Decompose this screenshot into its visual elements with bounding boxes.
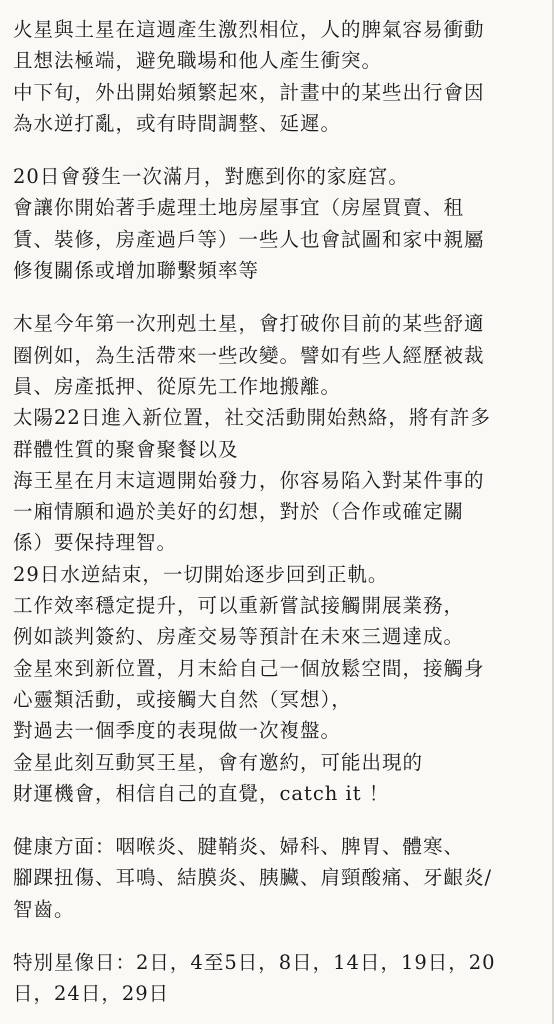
text-line: 火星與土星在這週產生激烈相位，人的脾氣容易衝動 (13, 18, 485, 41)
paragraph-jupiter-saturn (13, 308, 544, 809)
text-line: 財運機會，相信自己的直覺，catch it ！ (13, 781, 390, 805)
text-line: 太陽22日進入新位置，社交活動開始熱絡，將有許多 (13, 406, 491, 430)
text-line: 一廂情願和過於美好的幻想，對於（合作或確定關 (13, 500, 465, 524)
text-line: 特別星像日：2日，4至5日，8日，14日，19日，20 (13, 951, 496, 975)
text-line: 且想法極端，避免職場和他人產生衝突。 (13, 49, 383, 73)
text-line: 圈例如，為生活帶來一些改變。譬如有些人經歷被裁 (13, 343, 485, 367)
text-line: 腳踝扭傷、耳鳴、結膜炎、胰臟、肩頸酸痛、牙齦炎/ (13, 866, 493, 890)
text-line: 日，24日，29日 (13, 982, 170, 1006)
paragraph-health (13, 831, 544, 925)
text-line: 智齒。 (13, 897, 75, 921)
text-line: 心靈類活動，或接觸大自然（冥想）， (13, 687, 352, 711)
text-line: 係）要保持理智。 (13, 531, 178, 555)
text-line: 群體性質的聚會聚餐以及 (13, 437, 239, 461)
text-line: 員、房產抵押、從原先工作地搬離。 (13, 374, 342, 398)
text-line: 海王星在月末這週開始發力，你容易陷入對某件事的 (13, 468, 485, 492)
text-line: 會讓你開始著手處理土地房屋事宜（房屋買賣、租 (13, 196, 465, 220)
text-line: 健康方面：咽喉炎、腱鞘炎、婦科、脾胃、體寒、 (13, 835, 465, 859)
text-line: 工作效率穩定提升，可以重新嘗試接觸開展業務， (13, 594, 465, 618)
text-line: 金星此刻互動冥王星，會有邀約，可能出現的 (13, 750, 424, 774)
paragraph-mars-saturn (13, 14, 544, 139)
text-line: 木星今年第一次刑剋土星，會打破你目前的某些舒適 (13, 312, 485, 336)
text-line: 金星來到新位置，月末給自己一個放鬆空間，接觸身 (13, 656, 485, 680)
text-line: 為水逆打亂，或有時間調整、延遲。 (13, 111, 342, 135)
text-line: 例如談判簽約、房產交易等預計在未來三週達成。 (13, 625, 465, 649)
text-line: 對過去一個季度的表現做一次複盤。 (13, 719, 342, 743)
text-line: 20日會發生一次滿月，對應到你的家庭宮。 (13, 165, 409, 189)
text-line: 中下旬，外出開始頻繁起來，計畫中的某些出行會因 (13, 80, 485, 104)
paragraph-special-dates (13, 947, 544, 1010)
text-line: 賃、裝修，房產過戶等）一些人也會試圖和家中親屬 (13, 227, 485, 251)
paragraph-full-moon (13, 161, 544, 286)
text-line: 修復關係或增加聯繫頻率等 (13, 259, 260, 283)
text-line: 29日水逆結束，一切開始逐步回到正軌。 (13, 562, 389, 586)
